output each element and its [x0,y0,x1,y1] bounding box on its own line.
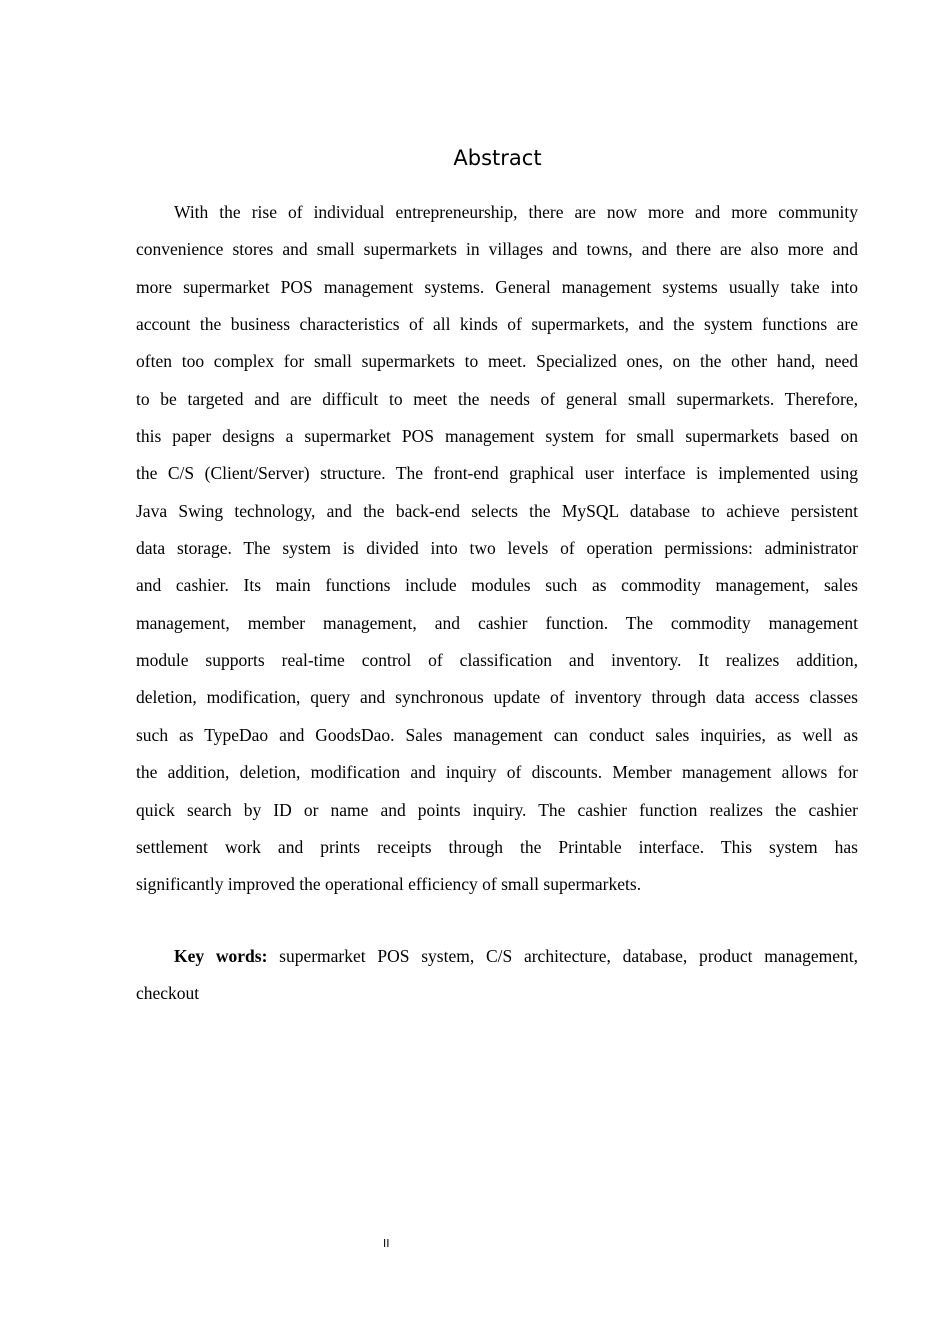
keywords-text: supermarket POS system, C/S architecture, database, product management, [267,946,858,966]
abstract-line: settlement work and prints receipts through the Printable interface. This system has [136,836,858,857]
keywords-line-2: checkout [136,983,200,1004]
abstract-line: convenience stores and small supermarkets in villages and towns, and there are also more and [136,239,858,260]
abstract-line: to be targeted and are difficult to meet the needs of general small supermarkets. Therefore, [136,388,858,409]
keywords-section [136,943,858,1018]
keywords-label: Key words: [174,946,268,966]
page-title: Abstract [453,146,542,170]
abstract-line: such as TypeDao and GoodsDao. Sales management can conduct sales inquiries, as well as [136,724,858,745]
keywords-line [136,943,858,980]
abstract-line: and cashier. Its main functions include modules such as commodity management, sales [136,575,858,596]
abstract-line: management, member management, and cashier function. The commodity management [136,612,858,633]
page-number: II [383,1237,390,1250]
abstract-line: data storage. The system is divided into two levels of operation permissions: administrator [136,538,858,559]
abstract-line: quick search by ID or name and points inquiry. The cashier function realizes the cashier [136,799,858,820]
abstract-line: this paper designs a supermarket POS management system for small supermarkets based on [136,426,858,447]
abstract-line: account the business characteristics of all kinds of supermarkets, and the system functions are [136,314,858,335]
abstract-line: module supports real-time control of classification and inventory. It realizes addition, [136,650,858,671]
abstract-line: deletion, modification, query and synchronous update of inventory through data access classes [136,687,858,708]
abstract-line: significantly improved the operational efficiency of small supermarkets. [136,874,642,895]
abstract-line: Java Swing technology, and the back-end selects the MySQL database to achieve persistent [136,500,858,521]
abstract-line: the addition, deletion, modification and inquiry of discounts. Member management allows for [136,762,858,783]
abstract-line: With the rise of individual entrepreneurship, there are now more and more community [174,202,858,222]
abstract-line: often too complex for small supermarkets to meet. Specialized ones, on the other hand, need [136,351,858,372]
abstract-line: more supermarket POS management systems. General management systems usually take into [136,276,858,297]
abstract-line: the C/S (Client/Server) structure. The front-end graphical user interface is implemented using [136,463,858,484]
abstract-body [136,199,858,909]
